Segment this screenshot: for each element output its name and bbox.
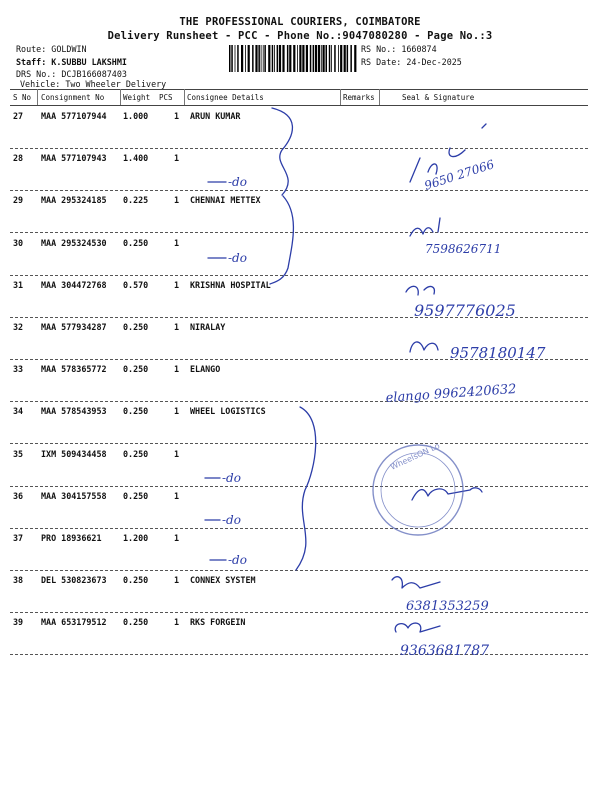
consignment-number: DEL 530823673 [41, 575, 107, 586]
consignment-number: MAA 577107943 [41, 153, 107, 164]
barcode-bar [347, 45, 349, 72]
table-row [10, 190, 588, 233]
barcode-bar [302, 45, 304, 72]
barcode-bar [282, 45, 284, 72]
row-sno: 30 [13, 237, 24, 248]
barcode-bar [241, 45, 243, 72]
table-row [10, 275, 588, 318]
barcode-bar [279, 45, 281, 72]
col-divider [37, 89, 38, 105]
weight-value: 0.250 [123, 322, 149, 332]
barcode-bar [274, 45, 275, 72]
consignee-name: RKS FORGEIN [190, 617, 246, 628]
barcode-bar [263, 45, 264, 72]
weight-value: 1.000 [123, 111, 149, 121]
pcs-value: 1 [174, 237, 180, 248]
row-sno: 39 [13, 617, 24, 628]
barcode-bar [326, 45, 328, 72]
consignee-name: NIRALAY [190, 322, 226, 332]
table-row [10, 528, 588, 571]
pcs-value: 1 [174, 448, 180, 459]
ditto-text-37: -do [228, 553, 247, 567]
barcode-bar [235, 45, 236, 72]
pcs-value: 1 [174, 406, 180, 417]
barcode-bar [264, 45, 266, 72]
barcode-bar [354, 45, 356, 72]
col-remarks: Remarks [343, 93, 375, 102]
pcs-value: 1 [174, 490, 180, 501]
barcode-bar [334, 45, 336, 72]
barcode-bar [297, 45, 298, 72]
table-row [10, 317, 588, 360]
barcode-bar [318, 45, 320, 72]
pcs-value: 1 [174, 617, 180, 628]
header-left-info [16, 43, 127, 81]
barcode-bar [313, 45, 315, 72]
barcode-bar [293, 45, 295, 72]
barcode-bar [338, 45, 339, 72]
row-sno: 34 [13, 406, 24, 417]
row-sno: 38 [13, 575, 24, 586]
barcode-bar [323, 45, 325, 72]
consignment-number: MAA 578543953 [41, 406, 107, 417]
weight-value: 0.250 [123, 575, 149, 586]
row-sno: 35 [13, 448, 24, 459]
pcs-value: 1 [174, 111, 180, 121]
col-seal-signature: Seal & Signature [402, 93, 475, 102]
phone-note-31: 9597776025 [414, 301, 516, 320]
table-row [10, 486, 588, 529]
consignment-number: IXM 509434458 [41, 448, 107, 459]
consignee-name: KRISHNA HOSPITAL [190, 279, 271, 290]
ditto-text-36: -do [222, 513, 241, 527]
pcs-value: 1 [174, 153, 180, 164]
pcs-value: 1 [174, 322, 180, 332]
consignee-name: CHENNAI METTEX [190, 195, 261, 206]
ditto-text-28: -do [228, 175, 247, 189]
barcode-bar [299, 45, 301, 72]
col-divider [340, 89, 341, 105]
col-divider [184, 89, 185, 105]
phone-note-28: 9650 27066 [422, 157, 496, 193]
barcode-bar [315, 45, 317, 72]
consignment-number: MAA 304472768 [41, 279, 107, 290]
pcs-value: 1 [174, 279, 180, 290]
barcode-bar [268, 45, 270, 72]
barcode-bar [287, 45, 289, 72]
consignment-number: MAA 578365772 [41, 364, 107, 375]
barcode-bar [255, 45, 257, 72]
phone-note-33: elango 9962420632 [385, 381, 517, 406]
rs-date: RS Date: 24-Dec-2025 [361, 56, 462, 67]
consignee-name: WHEEL LOGISTICS [190, 406, 266, 417]
vehicle-label: Vehicle: Two Wheeler Delivery [20, 79, 167, 89]
barcode-bar [252, 45, 254, 72]
consignment-number: MAA 653179512 [41, 617, 107, 628]
barcode-bar [331, 45, 332, 72]
row-sno: 31 [13, 279, 24, 290]
table-row [10, 359, 588, 402]
table-row [10, 570, 588, 613]
barcode-bar [245, 45, 246, 72]
consignment-number: MAA 577107944 [41, 111, 107, 121]
weight-value: 0.570 [123, 279, 149, 290]
col-consignee: Consignee Details [187, 93, 264, 102]
row-sno: 27 [13, 111, 24, 121]
weight-value: 0.250 [123, 448, 149, 459]
phone-note-39: 9363681787 [400, 643, 490, 659]
staff-label: Staff: K.SUBBU LAKSHMI [16, 56, 127, 67]
weight-value: 1.400 [123, 153, 149, 164]
rs-number: RS No.: 1660874 [361, 44, 437, 54]
weight-value: 0.225 [123, 195, 149, 206]
barcode-bar [329, 45, 331, 72]
pcs-value: 1 [174, 364, 180, 375]
company-title: THE PROFESSIONAL COURIERS, COIMBATORE [179, 16, 421, 28]
row-sno: 28 [13, 153, 24, 164]
stamp-text: WheelsON Lo [389, 441, 442, 472]
barcode-bar [248, 45, 250, 72]
weight-value: 0.250 [123, 364, 149, 375]
header-right-info [361, 43, 462, 68]
weight-value: 0.250 [123, 617, 149, 628]
barcode-bar [350, 45, 352, 72]
table-row [10, 106, 588, 149]
consignment-number: MAA 295324185 [41, 195, 107, 206]
pcs-value: 1 [174, 533, 180, 543]
col-weight: Weight [123, 93, 151, 102]
route-label: Route: GOLDWIN [16, 44, 87, 54]
table-row [10, 148, 588, 191]
phone-note-32: 9578180147 [450, 344, 546, 362]
barcode [229, 45, 357, 72]
barcode-bar [344, 45, 346, 72]
col-sno: S No [13, 93, 32, 102]
weight-value: 0.250 [123, 406, 149, 417]
drs-number: DRS No.: DCJB166087403 [16, 69, 127, 79]
barcode-bar [321, 45, 322, 72]
barcode-bar [231, 45, 233, 72]
barcode-bar [289, 45, 291, 72]
ditto-text-30: -do [228, 251, 247, 265]
row-sno: 33 [13, 364, 24, 375]
ditto-text-35: -do [222, 471, 241, 485]
table-row [10, 401, 588, 444]
weight-value: 1.200 [123, 533, 149, 543]
col-consignment: Consignment No [41, 93, 105, 102]
consignee-name: ARUN KUMAR [190, 111, 241, 121]
consignee-name: ELANGO [190, 364, 221, 375]
col-pcs: PCS [159, 93, 173, 102]
barcode-bar [272, 45, 274, 72]
barcode-bar [237, 45, 239, 72]
barcode-bar [306, 45, 308, 72]
col-divider [120, 89, 121, 105]
barcode-bar [340, 45, 342, 72]
barcode-bar [229, 45, 231, 72]
consignment-number: PRO 18936621 [41, 533, 102, 543]
col-divider [379, 89, 380, 105]
row-sno: 29 [13, 195, 24, 206]
consignee-name: CONNEX SYSTEM [190, 575, 256, 586]
barcode-bar [277, 45, 279, 72]
pcs-value: 1 [174, 195, 180, 206]
consignment-number: MAA 304157558 [41, 490, 107, 501]
barcode-bar [258, 45, 260, 72]
weight-value: 0.250 [123, 490, 149, 501]
row-sno: 36 [13, 490, 24, 501]
table-top-rule [10, 89, 588, 90]
phone-note-38: 6381353259 [406, 599, 489, 614]
row-sno: 37 [13, 533, 24, 543]
table-row [10, 612, 588, 655]
pcs-value: 1 [174, 575, 180, 586]
row-sno: 32 [13, 322, 24, 332]
phone-note-30: 7598626711 [425, 242, 502, 256]
table-row [10, 233, 588, 276]
consignment-number: MAA 577934287 [41, 322, 107, 332]
table-row [10, 444, 588, 487]
barcode-bar [310, 45, 312, 72]
weight-value: 0.250 [123, 237, 149, 248]
consignment-number: MAA 295324530 [41, 237, 107, 248]
runsheet-subtitle: Delivery Runsheet - PCC - Phone No.:9047080280 - Page No.:3 [107, 30, 493, 42]
barcode-bar [261, 45, 262, 72]
